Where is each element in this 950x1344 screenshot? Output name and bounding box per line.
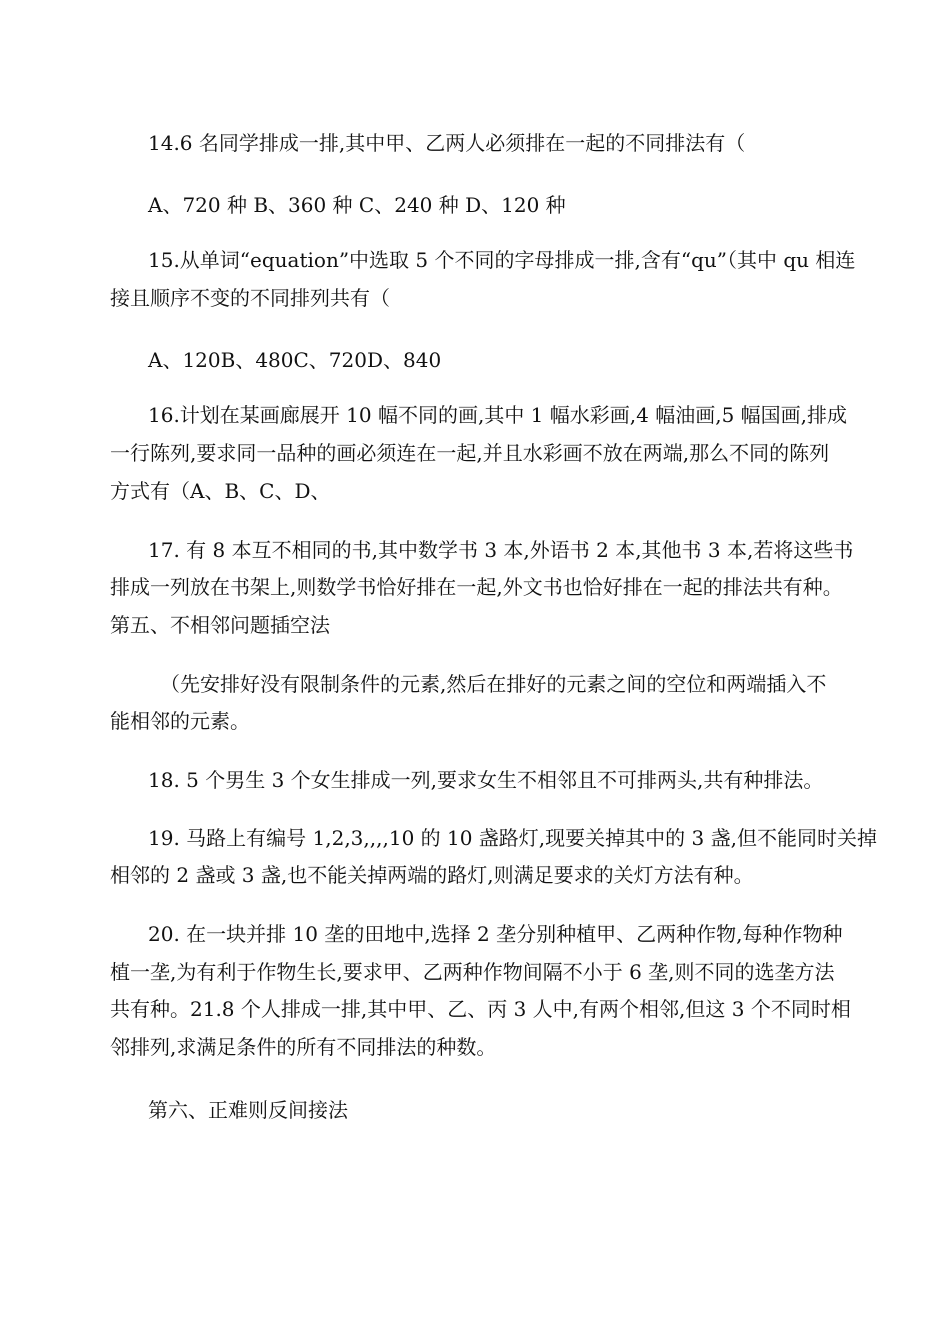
question-16-line-3: 方式有（A、B、C、D、: [110, 479, 331, 503]
question-20-line-1: 20. 在一块并排 10 垄的田地中,选择 2 垄分别种植甲、乙两种作物,每种作物种: [148, 922, 843, 946]
question-16-line-1: 16.计划在某画廊展开 10 幅不同的画,其中 1 幅水彩画,4 幅油画,5 幅国画,排成: [148, 403, 848, 427]
question-19-line-1: 19. 马路上有编号 1,2,3,,,,10 的 10 盏路灯,现要关掉其中的 3 盏,但不能同时关掉: [148, 826, 877, 850]
question-14-options: A、720 种 B、360 种 C、240 种 D、120 种: [148, 193, 566, 217]
question-18: 18. 5 个男生 3 个女生排成一列,要求女生不相邻且不可排两头,共有种排法。: [148, 768, 824, 792]
question-15-line-2: 接且顺序不变的不同排列共有（: [110, 286, 390, 310]
question-20-line-2: 植一垄,为有利于作物生长,要求甲、乙两种作物间隔不小于 6 垄,则不同的选垄方法: [110, 960, 835, 984]
section-5-note-line-2: 能相邻的元素。: [110, 709, 250, 733]
question-15-options: A、120B、480C、720D、840: [148, 348, 442, 372]
section-5-title: 第五、不相邻问题插空法: [110, 613, 330, 637]
question-17-line-1: 17. 有 8 本互不相同的书,其中数学书 3 本,外语书 2 本,其他书 3 本,若将这些书: [148, 538, 854, 562]
question-20-line-3: 共有种。21.8 个人排成一排,其中甲、乙、丙 3 人中,有两个相邻,但这 3 个不同时相: [110, 997, 851, 1021]
question-14-stem: 14.6 名同学排成一排,其中甲、乙两人必须排在一起的不同排法有（: [148, 131, 746, 155]
question-16-line-2: 一行陈列,要求同一品种的画必须连在一起,并且水彩画不放在两端,那么不同的陈列: [110, 441, 830, 465]
question-17-line-2: 排成一列放在书架上,则数学书恰好排在一起,外文书也恰好排在一起的排法共有种。: [110, 575, 843, 599]
question-20-line-4: 邻排列,求满足条件的所有不同排法的种数。: [110, 1035, 497, 1059]
question-15-line-1: 15.从单词“equation”中选取 5 个不同的字母排成一排,含有“qu”（其中 qu 相连: [148, 248, 856, 272]
question-19-line-2: 相邻的 2 盏或 3 盏,也不能关掉两端的路灯,则满足要求的关灯方法有种。: [110, 863, 754, 887]
section-6-title: 第六、正难则反间接法: [148, 1098, 348, 1122]
section-5-note-line-1: （先安排好没有限制条件的元素,然后在排好的元素之间的空位和两端插入不: [160, 672, 827, 696]
